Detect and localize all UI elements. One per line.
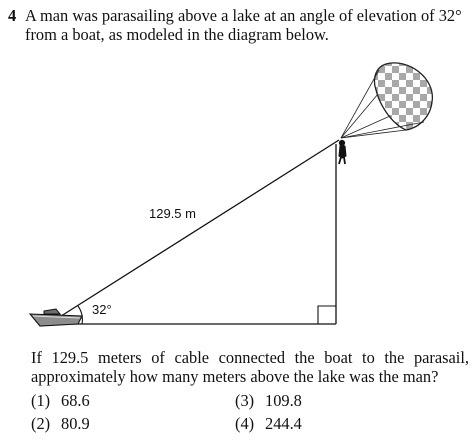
- question-stem-line1: A man was parasailing above a lake at an angle of elevation of 32°: [25, 6, 462, 25]
- choice-number: (4): [235, 414, 255, 433]
- choice-number: (2): [31, 414, 51, 433]
- question-prompt: If 129.5 meters of cable connected the boat to the parasail, approximately how many meters above the lake was the man?: [31, 348, 469, 386]
- choice-number: (3): [235, 391, 255, 410]
- answer-choice-1[interactable]: [31, 391, 90, 410]
- boat: [30, 309, 82, 326]
- choice-number: (1): [31, 391, 51, 410]
- answer-choice-4[interactable]: [235, 414, 302, 433]
- answer-choice-3[interactable]: [235, 391, 302, 410]
- question-stem-line2: from a boat, as modeled in the diagram below.: [25, 25, 329, 44]
- right-angle-marker: [318, 306, 336, 324]
- choice-value: 244.4: [265, 414, 302, 433]
- parasail-canopy: [374, 63, 432, 130]
- cable-length-label: 129.5 m: [149, 206, 196, 221]
- angle-label: 32°: [92, 302, 112, 317]
- choice-value: 80.9: [61, 414, 90, 433]
- question-number: 4: [8, 6, 17, 25]
- answer-choice-2[interactable]: [31, 414, 90, 433]
- cable-hypotenuse: [58, 140, 339, 318]
- parasailer-figure: [339, 140, 346, 164]
- choice-value: 68.6: [61, 391, 90, 410]
- choice-value: 109.8: [265, 391, 302, 410]
